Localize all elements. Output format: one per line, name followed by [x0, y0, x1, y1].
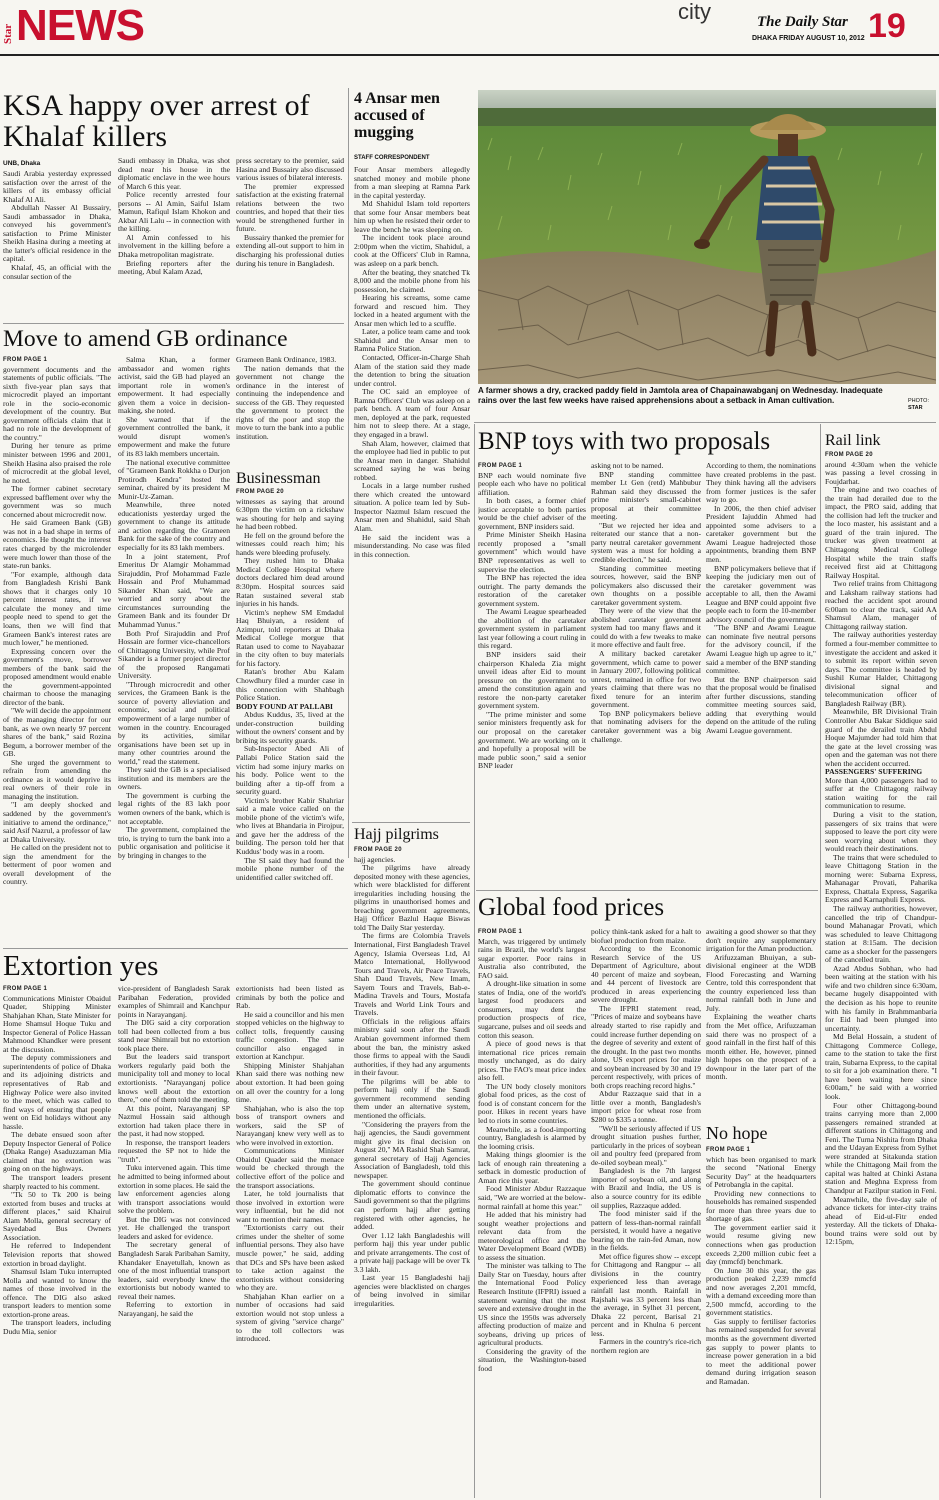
paragraph: The Awami League spearheaded the abolition of the caretaker government system in parliament last year following a court ruling in this regard. — [478, 607, 586, 651]
paragraph: According to them, the nominations have created problems in the past. They think having all the advisers from former justices is the safer way to go. — [706, 462, 816, 505]
bnp-col1 — [478, 462, 586, 882]
paragraph: The deputy commissioners and superintendents of police of Dhaka and its adjoining districts and representatives of Rab and Highway Police were also invited to the meet, which was called to find ways of ensuring that people went on Eid holidays without any hassle. — [3, 1053, 111, 1131]
paragraph: Bussairy thanked the premier for extending all-out support to him in discharging his professional duties during his tenure in Bangladesh. — [236, 232, 344, 268]
paragraph: The nation demands that the government not change the ordinance in the interest of continuing the independence and success of the GB. They requested the government to protect the rights of the poor and stop the move to turn the bank into a public institution. — [236, 363, 344, 441]
divider — [474, 422, 936, 423]
paragraph: The minister was talking to The Daily Star on Tuesday, hours after the International Food Policy Research Institute (IFPRI) issued a statement warning that the most severe and extensive drought in the US since the 1950s was adversely affecting production of maize and soybeans, driving up prices of agricultural products. — [478, 1261, 586, 1348]
paragraph: They said the GB is a specialised institution and its members are the owners. — [118, 765, 230, 792]
food-col2 — [591, 928, 701, 1498]
paragraph: He called on the president not to sign the amendment for the betterment of poor women and overall development of the country. — [3, 843, 111, 887]
paragraph: The engine and two coaches of the train had derailed due to the impact, the PRO said, adding that the collision had left the trucker and the loco master, his assistant and a guard of the train injured. The trucker was given treatment at Chittagong Medical College Hospital while the train staffs received first aid at Chittagong Railway Hospital. — [825, 485, 937, 580]
paragraph: Officials in the religious affairs ministry said soon after the Saudi Arabian government informed them about the ban, the ministry asked those firms to appeal with the Saudi authorities, if they had any arguments in their favour. — [354, 1016, 470, 1078]
photo-credit-label: PHOTO: — [908, 398, 929, 404]
farmer-photo-illustration — [478, 90, 936, 384]
paragraph: March, was triggered by untimely rains in Brazil, the world's largest sugar exporter. Poor rains in Australia also contributed, the FAO said. — [478, 936, 586, 980]
paragraph: Saudi Arabia yesterday expressed satisfaction over the arrest of the killers of its embassy official Khalaf Al Ali. — [3, 170, 111, 204]
paragraph: The DIG said a city corporation toll had been collected from a bus stand near Shimrail but no extortion took place there. — [118, 1018, 230, 1053]
paragraph: Shamsul Islam Tuku interrupted Molla and wanted to know the names of those involved in the offence. The DIG also asked transport leaders to mention some extortion-prone areas. — [3, 1267, 111, 1319]
paragraph: At this point, Narayanganj SP Nazmul Hossain said although extortion had taken place there in the past, it had now stopped. — [118, 1103, 230, 1139]
paragraph: The transport leaders present sharply reacted to his comment. — [3, 1173, 111, 1191]
paragraph: But the DIG was not convinced yet. He challenged the transport leaders and asked for evidence. — [118, 1214, 230, 1241]
paragraph: Shahjahan, who is also the top boss of transport owners and workers, said the SP of Narayanganj knew very well as to who were involved in extortion. — [236, 1103, 344, 1147]
paragraph: In 2006, the then chief adviser President Iajuddin Ahmed had appointed some advisers to a caretaker government but the Awami League hadrejected those appointments, branding them BNP men. — [706, 503, 816, 565]
paragraph: The firms are Colombia Travels International, First Bangladesh Travel Agency, Islamia Overseas Ltd, Al Matco International, Hollywood Tours and Travels, Air Peace Travels, Shah Daud Travels, New Imam, Sayem Tours and Travels, Bab-e-Madina Travels and Tours, Mostafa Travels and World Link Tours and Travels. — [354, 931, 470, 1018]
city-label: city — [678, 0, 711, 24]
paragraph: The government is curbing the legal rights of the 83 lakh poor women owners of the bank, which is not acceptable. — [118, 790, 230, 826]
gb-headline: Move to amend GB ordinance — [3, 326, 288, 352]
paragraph: Abdullah Nasser Al Bussairy, Saudi ambassador in Dhaka, conveyed his government's satisfaction to Prime Minister Sheikh Hasina during a meeting at the latter's official residence in the capital. — [3, 203, 111, 264]
paragraph: The food minister said if the pattern of less-than-normal rainfall persisted, it would have a negative bearing on the rain-fed Aman, now in the fields. — [591, 1209, 701, 1253]
paragraph: Farmers in the country's rice-rich northern region are — [591, 1337, 701, 1355]
paragraph: They rushed him to Dhaka Medical College Hospital where doctors declared him dead around 8:30pm. Hospital sources said Ratan sustained several stab injuries in his hands. — [236, 556, 344, 609]
paragraph: The government should continue diplomatic efforts to convince the Saudi government so that the pilgrims can perform hajj after getting registered with other agencies, he added. — [354, 1179, 470, 1232]
paragraph: Top BNP policymakers believe that nominating advisers for the caretaker government was a big challenge. — [591, 708, 701, 744]
paragraph: He said the incident was a misunderstanding. No case was filed in this connection. — [354, 532, 470, 559]
paragraph: "Through microcredit and other services, the Grameen Bank is the source of poverty alleviation and economic, social and political empowerment of a large number of women in the country. Encouraged by its activities, similar organisations have been set up in many other countries around the world," read the statement. — [118, 679, 230, 766]
paragraph: "But we rejected her idea and reiterated our stance that a non-party neutral caretaker government system was a must for holding a credible election," he said. — [591, 520, 701, 565]
bnp-col3 — [706, 462, 816, 882]
paragraph: Meanwhile, as a food-importing country, Bangladesh is alarmed by the looming crisis. — [478, 1124, 586, 1151]
masthead — [0, 0, 939, 88]
rail-body — [825, 451, 937, 1498]
paragraph: Later, he told journalists that those involved in extortion were very influential, but he did not want to mention their names. — [236, 1189, 344, 1224]
paragraph: He said Grameen Bank (GB) was not in a bad shape in terms of economics. He thought the interest rates charged by the microlender were much lower than those of the state-run banks. — [3, 518, 111, 571]
paragraph: policy think-tank asked for a halt to biofuel production from maize. — [591, 928, 701, 945]
page-number: 19 — [868, 7, 906, 45]
paragraph: Meanwhile, BR Divisional Train Controller Abu Bakar Siddique said guard of the derailed train Abdul Hoque Majumder had told him that the gate at the level crossing was open and the gateman was not there when the accident occurred. — [825, 707, 937, 768]
paragraph: Expressing concern over the government's move, borrower members of the bank said the proposed amendment would enable the government-appointed chairman to choose the managing director of the bank. — [3, 646, 111, 707]
paragraph: Meanwhile, three noted educationists yesterday urged the government to change its attitude and action regarding the Grameen Bank for the sake of the country and especially for its 83 lakh members. — [118, 500, 230, 553]
paragraph: The national executive committee of "Grameen Bank Rokkha o Durjon Protirodh Kendra" hosted the seminar, chaired by its president M Munir-Uz-Zaman. — [118, 457, 230, 501]
paragraph: He said a councillor and his men stopped vehicles on the highway to collect tolls, frequently causing traffic congestion. The same councillor also engaged in extortion at Kanchpur. — [236, 1009, 344, 1062]
hajj-headline: Hajj pilgrims — [354, 826, 439, 843]
paragraph: hajj agencies. — [354, 854, 396, 864]
divider — [348, 88, 349, 858]
paragraph: A military backed caretaker government, which came to power in January 2007, following political unrest, remained in office for two years claiming that there was no fixed tenure for an interim government. — [591, 649, 701, 710]
paragraph: Victim's brother Kabir Shahriar said a male voice called on the mobile phone of the victim's wife, who lives at Bhandaria in Pirojpur, and gave her the address of the building. The person told her that Kuddus' body was in a room. — [236, 795, 344, 856]
paragraph: He fell on the ground before the witnesses could reach him; his hands were bleeding profusely. — [236, 530, 344, 557]
paragraph: The incident took place around 2:00pm when the victim, Shahidul, a cook at the Officers' Club in Ramna, was asleep on a park bench. — [354, 233, 470, 269]
ksa-headline: KSA happy over arrest of Khalaf killers — [3, 89, 310, 153]
paragraph: "We'll be seriously affected if US drought situation pushes further, particularly in the prices of soybean oil and poultry feed (prepared from de-oiled soybean meal)." — [591, 1123, 701, 1167]
paragraph: In both cases, a former chief justice acceptable to both parties would be the chief adviser of the government, BNP insiders said. — [478, 496, 586, 531]
photo-credit-text: STAR — [908, 405, 923, 411]
divider — [820, 424, 821, 1498]
paragraph: Bangladesh is the 7th largest importer of soybean oil, and along with Brazil and India, the US is also a source country for its edible oil supplies, Razzaque added. — [591, 1166, 701, 1210]
ksa-col1 — [3, 170, 111, 320]
paragraph: The trains that were scheduled to leave Chittagong Station in the morning were: Subarna Express, Mahanagar Provati, Paharika Express, Chattala Express, Sagarika Express and Karnaphuli Express. — [825, 852, 937, 905]
paragraph: A piece of good news is that international rice prices remain mostly unchanged, as do dairy prices. The FAO's meat price index also fell. — [478, 1039, 586, 1083]
paragraph: Md Shahidul Islam told reporters that some four Ansar members beat him up when he resisted their order to leave the bench he was sleeping on. — [354, 199, 470, 234]
divider — [352, 822, 470, 823]
extortion-col3 — [236, 985, 344, 1498]
gb-col3 — [236, 356, 344, 466]
rail-headline: Rail link — [825, 432, 881, 449]
paragraph: The SI said they had found the mobile phone number of the unidentified caller switched off. — [236, 855, 344, 882]
paragraph: The railway authorities, however, cancelled the trip of Chandpur-bound Mahanagar Provati, which was scheduled to leave Chittagong station at 8:15am. The decision came as a shocker for the passengers of the cancelled train. — [825, 903, 937, 965]
side-star-logo — [2, 14, 16, 48]
side-star-text: Star — [2, 23, 14, 44]
paragraph: "I am deeply shocked and saddened by the government's initiative to amend the ordinance," said Asif Nazrul, a professor of law at Dhaka University. — [3, 800, 111, 844]
paragraph: Providing new connections to households has remained suspended for more than three years due to shortage of gas. — [706, 1188, 816, 1224]
paragraph: Shipping Minister Shahjahan Khan said there was nothing new about extortion. It had been going on all over the country for a long time. — [236, 1060, 344, 1105]
ksa-byline-text: UNB, Dhaka — [3, 160, 41, 167]
paragraph: Prime Minister Sheikh Hasina recently proposed a "small government" which would have BNP representatives as well to supervise the election. — [478, 530, 586, 574]
paragraph: The pilgrims have already deposited money with these agencies, which were blacklisted for different irregularities including housing the pilgrims in unauthorised homes and breaching government agreements, Hajj Officer Bazlul Haque Biswas told The Daily Star yesterday. — [354, 863, 470, 932]
paragraph: Arifuzzaman Bhuiyan, a sub-divisional engineer at the WDB Flood Forecasting and Warning Centre, told this correspondent that the country experienced less than normal rainfall both in June and July. — [706, 952, 816, 1013]
kicker: FROM PAGE 20 — [825, 452, 873, 458]
paragraph: Grameen Bank Ordinance, 1983. — [236, 356, 337, 364]
paragraph: "Considering the prayers from the hajj agencies, the Saudi government might give its final decision on August 20," MA Rashid Shah Samrat, general secretary of Hajj Agencies Association of Bangladesh, told this newspaper. — [354, 1119, 470, 1180]
paragraph: "For example, although data from Bangladesh Krishi Bank shows that it charges only 10 percent interest rates, if we calculate the money and time people need to spend to get the loans, then we will find that Grameen Bank's interest rates are much lower," he mentioned. — [3, 569, 111, 648]
paragraph: "The prime minister and some senior ministers frequently ask for our proposal on the caretaker government. We are working on it and hopefully a proposal will be made public soon," said a senior BNP leader — [478, 709, 586, 771]
kicker: FROM PAGE 20 — [354, 847, 402, 853]
extortion-headline: Extortion yes — [3, 950, 159, 982]
paragraph: Shah Alam, however, claimed that the employee had lied in public to put the Ansar men in danger. Shahidul screamed saying he was being robbed. — [354, 438, 470, 482]
paragraph: BNP policymakers believe that if keeping the judiciary men out of the caretaker government was acceptable to all, then the Awami League and BNP could appoint five people each to form the 10-member advisory council of the government. — [706, 563, 816, 624]
kicker: FROM PAGE 1 — [478, 929, 523, 935]
ansar-headline: 4 Ansar men accused of mugging — [354, 90, 440, 141]
paragraph: The BNP has rejected the idea outright. The party demands the restoration of the caretaker government system. — [478, 573, 586, 608]
paragraph: The IFPRI statement read, "Prices of maize and soybeans have already started to rise rapidly and could increase further depending on the degree of severity and extent of the drought. In the past two months alone, US export prices for maize and soybean increased by 30 and 19 percent respectively, with prices of both crops reaching record highs." — [591, 1003, 701, 1090]
paragraph: Md Belal Hossain, a student of Chittagong Commerce College, came to the station to take the first train, Subarna Express, to the capital to sit for a job examination there. "I have been waiting here since 6:00am," he said with a worried look. — [825, 1032, 937, 1102]
paragraph: Making things gloomier is the lack of enough rain threatening a setback in domestic production of Aman rice this year. — [478, 1150, 586, 1185]
paragraph: During her tenure as prime minister between 1996 and 2001, Sheikh Hasina also praised the role of microcredit at the global level, he noted. — [3, 441, 111, 485]
paragraph: Communications Minister Obaidul Quader, Shipping Minister Shahjahan Khan, State Minister for Home Shamsul Hoque Tuku and Inspector General of Police Hassan Mahmood Khandker were present at the discussion. — [3, 993, 111, 1054]
paragraph: On June 30 this year, the gas production peaked 2,239 mmcfd and now averages 2,201 mmcfd, with a demand exceeding more than 2,500 mmcfd, according to the government statistics. — [706, 1265, 816, 1318]
paragraph: asking not to be named. — [591, 462, 664, 470]
paragraph: Azad Abdus Sobhan, who had been waiting at the station with his wife and two children since 6:30am, became hugely disappointed with the decision as his hope to reunite with his family in Brahmmanbaria for Eid had been plunged into uncertainty. — [825, 963, 937, 1033]
paragraph: The OC said an employee of Ramna Officers' Club was asleep on a park bench. A team of four Ansar men, deployed at the park, requested him not to sleep there. At a stage, they engaged in a brawl. — [354, 387, 470, 439]
extortion-col2 — [118, 985, 230, 1498]
paragraph: witnesses as saying that around 6:30pm the victim on a rickshaw was shouting for help and saying he had been robbed. — [236, 496, 344, 532]
paragraph: A drought-like situation in some states of India, one of the world's largest food producers and consumers, may dent the production prospects of rice, sugarcane, pulses and oil seeds and cotton this season. — [478, 979, 586, 1040]
food-col1 — [478, 928, 586, 1498]
paragraph: Standing committee meeting sources, however, said the BNP policymakers also discussed their own thoughts on a possible caretaker government system. — [591, 563, 701, 607]
paragraph: BNP insiders said their chairperson Khaleda Zia might unveil ideas after Eid to mount pressure on the government to amend the constitution again and restore the non-party caretaker government system. — [478, 650, 586, 711]
paragraph: Hearing his screams, some came forward and rescued him. They locked in a heated argument with the Ansar men which led to a scuffle. — [354, 293, 470, 328]
extortion-col1 — [3, 985, 111, 1498]
paragraph: Abdur Razzaque said that in a little over a month, Bangladesh's import price for wheat rose from $280 to $335 a tonne. — [591, 1089, 701, 1125]
ksa-byline — [3, 160, 40, 167]
paragraph: After the beating, they snatched Tk 8,000 and the mobile phone from his possession, he claimed. — [354, 267, 470, 294]
paragraph: Referring to extortion in Narayanganj, he said the — [118, 1300, 230, 1318]
hajj-body — [354, 846, 470, 1498]
paragraph: Briefing reporters after the meeting, Abul Kalam Azad, — [118, 258, 230, 277]
paragraph: Salma Khan, a former ambassador and women rights activist, said the GB had played an important role in women's empowerment. It had especially given them a voice in decision-making, she noted. — [118, 356, 230, 416]
subhead: PASSENGERS' SUFFERING — [825, 767, 923, 777]
photo-caption: A farmer shows a dry, cracked paddy field in Jamtola area of Chapainawabganj on Wednesday. Inadequate rains over the last few weeks have raised apprehensions about a setback in Aman cultivation. — [478, 386, 883, 405]
kicker: FROM PAGE 1 — [3, 357, 48, 363]
photo-credit — [908, 398, 929, 412]
paragraph: Tuku intervened again. This time he admitted to being informed about extortion in some places. He said the law enforcement agencies along with transport associations would solve the problem. — [118, 1163, 230, 1216]
paragraph: BNP each would nominate five people each who have no political affiliation. — [478, 470, 586, 497]
paragraph: The pilgrims will be able to perform hajj only if the Saudi government recommend sending them under an alternative system, mentioned the officials. — [354, 1076, 470, 1120]
bnp-col2 — [591, 462, 701, 882]
paragraph: Four other Chittagong-bound trains carrying more than 2,000 passengers remained stranded at different stations in Chittagong and Feni. The Turna Nishita from Dhaka and the Udayan Express from Sylhet were stranded at Sitakunda station while the Chittagong Mail from the capital was halted at Chinki Astana station and Meghna Express from Chandpur at Fazilpur station in Feni. — [825, 1100, 937, 1196]
paragraph: Shahjahan Khan earlier on a number of occasions had said extortion would not stop unless a system of giving "service charge" to the toll collectors was introduced. — [236, 1291, 344, 1344]
paragraph: Gas supply to fertiliser factories has remained suspended for several months as the government diverted gas supply to power plants to increase power generation in a bid to meet the additional power demand during irrigation season and Ramadan. — [706, 1316, 816, 1386]
paragraph: The railway authorities yesterday formed a four-member committee to investigate the accident and asked it to submit its report within seven days. The committee is headed by Sushil Kumar Halder, Chittagong divisional signal and telecommunication officer of Bangladesh Railway (BR). — [825, 630, 937, 708]
paragraph: But the leaders said transport workers regularly paid both the municipality toll and money to local extortionists. "Narayanganj police knows well about the extortion there," one of them told the meeting. — [118, 1052, 230, 1105]
paragraph: awaiting a good shower so that they don't require any supplementary irrigation for the Aman production. — [706, 928, 816, 954]
paragraph: Ratan's brother Abu Kalam Chowdhury filed a murder case in this connection with Shahbagh Police Station. — [236, 667, 344, 703]
paragraph: The transport leaders, including Dudu Mia, senior — [3, 1318, 111, 1336]
paragraph: Food Minister Abdur Razzaque said, "We are worried at the below-normal rainfall at home this year." — [478, 1184, 586, 1211]
paragraph: press secretary to the premier, said Hasina and Bussairy also discussed various issues of bilateral interests. — [236, 157, 344, 183]
paper-name: The Daily Star — [757, 14, 848, 30]
divider — [476, 890, 818, 891]
paragraph: Victim's nephew SM Emdadul Haq Bhuiyan, a resident of Azimpur, told reporters at Dhaka Medical College morgue that Ratan used to come to Nayabazar in the city often to buy materials for his factory. — [236, 607, 344, 668]
paragraph: But the BNP chairperson said that the proposal would be finalised after further discussions, standing committee meeting sources said, adding that everything would depend on the attitude of the ruling Awami League government. — [706, 674, 816, 735]
hope-body — [706, 1146, 816, 1498]
section-title: NEWS — [16, 1, 144, 50]
paragraph: She warned that if the government controlled the bank, it would disrupt women's empowerment and make the future of its 83 lakh members uncertain. — [118, 414, 230, 459]
paragraph: More than 4,000 passengers had to suffer at the Chittagong railway station waiting for the rail communication to resume. — [825, 775, 937, 811]
divider — [474, 424, 475, 1498]
paragraph: The government, complained the trio, is trying to turn the bank into a public organisation and politicise it by bringing in changes to the — [118, 825, 230, 860]
hope-headline: No hope — [706, 1123, 768, 1143]
paragraph: Contacted, Officer-in-Charge Shah Alam of the station said they made the detention to bring the situation under control. — [354, 353, 470, 388]
kicker: FROM PAGE 20 — [236, 489, 284, 495]
paragraph: government documents and the statements of public officials. "The sixth five-year plan says that microcredit played an important role in the socio-economic development of the country. But government officials claim that it had no role in the development of the country." — [3, 364, 111, 442]
paragraph: "Extortionists carry out their crimes under the shelter of some influential persons. They also have muscle power," he said, adding that DCs and SPs have been asked to take action against the extortionists without considering who they are. — [236, 1223, 344, 1293]
kicker: FROM PAGE 1 — [3, 986, 48, 992]
paragraph: Sub-Inspector Abed Ali of Pallabi Police Station said the victim had some injury marks on his body. Police went to the building after a tip-off from a security guard. — [236, 744, 344, 797]
divider — [3, 948, 348, 949]
food-headline: Global food prices — [478, 894, 665, 921]
businessman-body — [236, 488, 344, 944]
paragraph: Over 1.12 lakh Bangladeshis will perform hajj this year under public and private arrangements. The cost of a private hajj package will be over Tk 3.3 lakh. — [354, 1230, 470, 1274]
paragraph: "The BNP and Awami League can nominate five neutral persons for the advisory council, if the Awami League high up agree to it," said a member of the BNP standing committee. — [706, 623, 816, 676]
gb-col2 — [118, 356, 230, 946]
paragraph: In response, the transport leaders requested the SP not to hide the "truth". — [118, 1137, 230, 1164]
paragraph: Meanwhile, the five-day sale of advance tickets for inter-city trains ahead of Eid-ul-Fitr ended yesterday. All the tickets of Dhaka-bound trains were sold out by 12:15pm, — [825, 1194, 937, 1247]
businessman-headline: Businessman — [236, 470, 321, 487]
ksa-col3 — [236, 157, 344, 320]
paragraph: She urged the government to refrain from amending the ordinance as it would deprive its real owners of their role in managing the institution. — [3, 757, 111, 801]
paragraph: BNP standing committee member Lt Gen (retd) Mahbubur Rahman said they discussed the prime minister's small-cabinet proposal at their committee meeting. — [591, 469, 701, 522]
paragraph: vice-president of Bangladesh Sarak Paribahan Federation, provided examples of Shimrail and Kanchpur points in Narayanganj. — [118, 985, 230, 1019]
paragraph: Considering the gravity of the situation, the Washington-based food — [478, 1346, 586, 1373]
paragraph: Police recently arrested four persons -- Al Amin, Saiful Islam Mamun, Rafiqul Islam Khokon and Akbar Ali Lalu -- in connection with the killing. — [118, 190, 230, 234]
paragraph: Two relief trains from Chittagong and Laksham railway stations had reached the accident spot around 6:00am to clear the track, said AA Shamsul Alam, manager of Chittagong railway station. — [825, 579, 937, 631]
paragraph: Met office figures show -- except for Chittagong and Rangpur -- all divisions in the country experienced less than average rainfall last month. Rainfall in Rajshahi was 33 percent less than the average, in Sylhet 31 percent, Dhaka 22 percent, Barisal 21 percent and in Khulna 6 percent less. — [591, 1251, 701, 1338]
paragraph: Last year 15 Bangladeshi hajj agencies were blacklisted on charges of being involved in similar irregularities. — [354, 1273, 470, 1308]
paragraph: Saudi embassy in Dhaka, was shot dead near his house in the diplomatic enclave in the wee hours of March 6 this year. — [118, 157, 230, 191]
gb-col1 — [3, 356, 111, 946]
paragraph: Khalaf, 45, an official with the consular section of the — [3, 263, 111, 281]
paragraph: The secretary general of Bangladesh Sarak Paribahan Samity, Khandaker Enayetullah, known as one of the most influential transport leaders, said everybody knew the extortionists but nobody wanted to reveal their names. — [118, 1240, 230, 1301]
paragraph: They were of the view that the abolished caretaker government system had too many flaws and it could do with a few tweaks to make it more effective and fault free. — [591, 606, 701, 650]
masthead-rule — [0, 54, 939, 56]
paragraph: In a joint statement, Prof Emeritus Dr Alamgir Mohammad Sirajuddin, Prof Mohammad Fazle Hossain and Prof Muhammad Sikander Khan said, "We are worried and sorry about the circumstances surrounding the Grameen Bank and its founder Dr Muhammad Yunus." — [118, 551, 230, 629]
paragraph: Communications Minister Obaidul Quader said the menace would be checked through the collective effort of the police and the transport associations. — [236, 1146, 344, 1190]
paragraph: around 4:30am when the vehicle was passing a level crossing in Foujdarhat. — [825, 459, 937, 486]
paragraph: "We will decide the appointment of the managing director for our bank, as we own nearly 97 percent shares of the bank," said Rozina Begum, a borrower member of the GB. — [3, 706, 111, 759]
food-col3 — [706, 928, 816, 1118]
paragraph: The former cabinet secretary expressed bafflement over why the government was so much concerned about microcredit now. — [3, 484, 111, 519]
paragraph: Both Prof Sirajuddin and Prof Hossain are former vice-chancellors of Chittagong University, while Prof Sikander is a former project director of the proposed Rangamati University. — [118, 628, 230, 681]
paragraph: The premier expressed satisfaction at the existing fraternal relations between the two countries, and hoped that their ties would be strengthened further in future. — [236, 181, 344, 234]
paragraph: He added that his ministry had sought weather projections and relevant data from the meteorological office and the Water Development Board (WDB) to assess the situation. — [478, 1210, 586, 1262]
ksa-col2 — [118, 157, 230, 320]
paragraph: Al Amin confessed to his involvement in the killing before a Dhaka metropolitan magistrate. — [118, 232, 230, 260]
farmer-photo — [478, 90, 936, 384]
paragraph: During a visit to the station, passengers of six trains that were supposed to leave the port city were seen worrying about when they would reach their destinations. — [825, 809, 937, 854]
paragraph: Abdus Kuddus, 35, lived at the under-construction building without the owners' consent and by bribing its security guards. — [236, 710, 344, 745]
divider — [3, 323, 344, 324]
paragraph: According to the Economic Research Service of the US Department of Agriculture, about 40 percent of maize and soybean, and 44 percent of livestock are produced in areas experiencing severe drought. — [591, 944, 701, 1005]
paragraph: Four Ansar members allegedly snatched money and mobile phone from a man sleeping at Ramna Park in the capital yesterday. — [354, 166, 470, 200]
paragraph: The UN body closely monitors global food prices, as the cost of food is of constant concern for the poor. Hikes in recent years have led to riots in some countries. — [478, 1081, 586, 1126]
paragraph: Locals in a large number rushed there which created the untoward situation. A police team led by Sub-Inspector Nazmul Islam rescued the Ansar men and Shahidul, said Shah Alam. — [354, 481, 470, 533]
kicker: FROM PAGE 1 — [478, 463, 523, 469]
ansar-body — [354, 166, 470, 820]
paragraph: Later, a police team came and took Shahidul and the Ansar men to Ramna Police Station. — [354, 327, 470, 354]
ansar-byline: STAFF CORRESPONDENT — [354, 155, 430, 161]
kicker: FROM PAGE 1 — [706, 1147, 751, 1153]
paragraph: extortionists had been listed as criminals by both the police and Rab. — [236, 985, 344, 1011]
issue-date: DHAKA FRIDAY AUGUST 10, 2012 — [752, 35, 865, 42]
paragraph: He referred to Independent Television reports that showed extortion in broad daylight. — [3, 1241, 111, 1268]
paragraph: Explaining the weather charts from the Met office, Arifuzzaman said there was no prospect of a good rainfall in the first half of this month either. He, however, pinned high hopes on the prospect of a downpour in the later part of the month. — [706, 1012, 816, 1082]
paragraph: which has been organised to mark the second "National Energy Security Day" at the headquarters of Petrobangla in the capital. — [706, 1154, 816, 1190]
subhead: BODY FOUND AT PALLABI — [236, 701, 333, 711]
paragraph: "Tk 50 to Tk 200 is being extorted from buses and trucks at different places," said Khairul Alam Molla, general secretary of Sayedabad Bus Owners Association. — [3, 1190, 111, 1242]
paragraph: The debate ensued soon after Deputy Inspector General of Police (Dhaka Range) Asaduzzaman Mia claimed that no extortion was going on on the highways. — [3, 1130, 111, 1174]
bnp-headline: BNP toys with two proposals — [478, 428, 771, 455]
paragraph: The government earlier said it would resume giving new connections when gas production exceeds 2,200 million cubic feet a day (mmcfd) benchmark. — [706, 1222, 816, 1267]
